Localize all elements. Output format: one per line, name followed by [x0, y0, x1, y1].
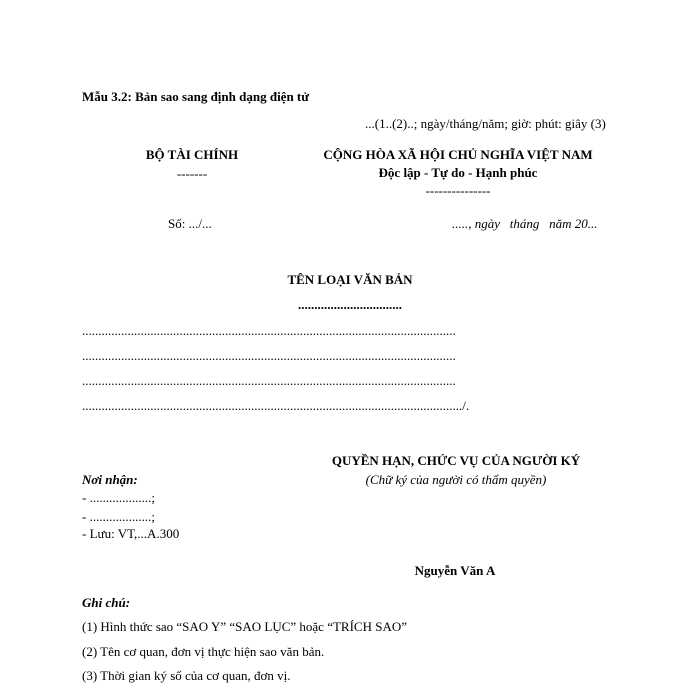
form-title: Mẫu 3.2: Bản sao sang định dạng điện tử [82, 89, 310, 104]
signer-title: QUYỀN HẠN, CHỨC VỤ CỦA NGƯỜI KÝ [331, 453, 581, 468]
signer-note: (Chữ ký của người có thẩm quyền) [365, 472, 547, 487]
national-title: CỘNG HÒA XÃ HỘI CHỦ NGHĨA VIỆT NAM [323, 147, 593, 162]
body-line: ................................................................................................................... [82, 373, 456, 388]
recipient-item: - ...................; [82, 490, 155, 505]
national-motto: Độc lập - Tự do - Hạnh phúc [378, 165, 538, 180]
recipient-item: - ...................; [82, 509, 155, 524]
body-line: ................................................................................................................... [82, 323, 456, 338]
note-item: (3) Thời gian ký số của cơ quan, đơn vị. [82, 668, 291, 683]
note-item: (1) Hình thức sao “SAO Y” “SAO LỤC” hoặc “TRÍCH SAO” [82, 619, 407, 634]
signer-name: Nguyễn Văn A [414, 563, 496, 578]
agency-name: BỘ TÀI CHÍNH [145, 147, 239, 162]
date-line: ....., ngày tháng năm 20... [452, 216, 598, 231]
recipient-item: - Lưu: VT,...A.300 [82, 526, 180, 541]
body-line: ................................................................................................................... [82, 348, 456, 363]
notes-label: Ghi chú: [82, 595, 131, 610]
national-divider: --------------- [425, 183, 491, 198]
document-type-title: TÊN LOẠI VĂN BẢN [287, 272, 413, 287]
document-type-subtitle: ................................ [298, 297, 402, 312]
recipients-label: Nơi nhận: [82, 472, 138, 487]
note-item: (2) Tên cơ quan, đơn vị thực hiện sao văn bản. [82, 644, 325, 659]
document-number: Số: .../... [168, 216, 212, 231]
body-line: ...................................................................................................................../. [82, 398, 470, 413]
copy-meta: ...(1..(2)..; ngày/tháng/năm; giờ: phút: giây (3) [365, 116, 606, 131]
agency-divider: ------- [176, 166, 208, 181]
